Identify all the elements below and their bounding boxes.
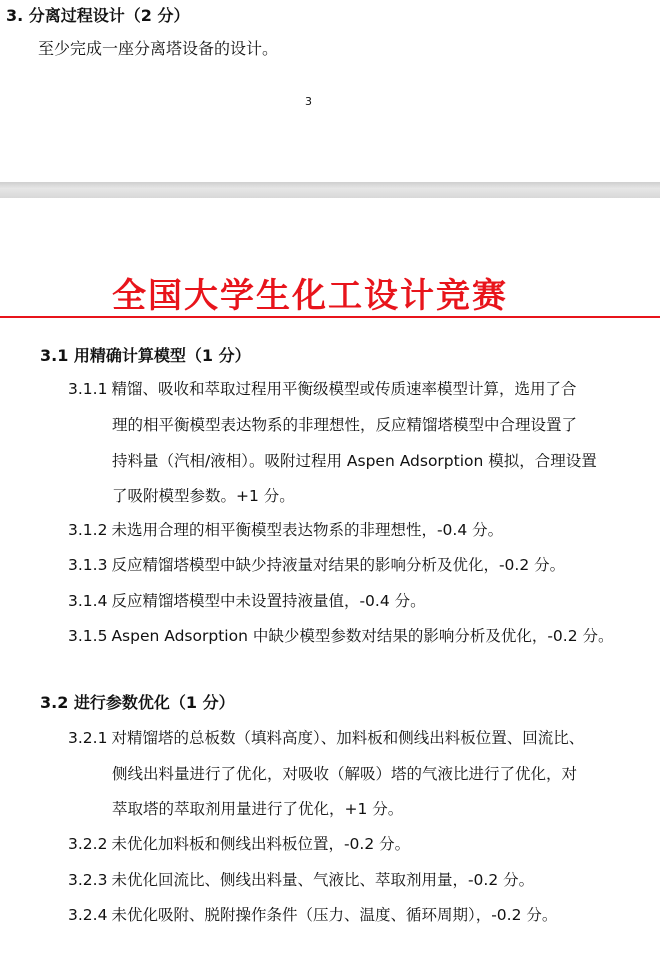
item-text: 未优化回流比、侧线出料量、气液比、萃取剂用量，-0.2 分。: [111, 871, 535, 889]
item-text: 未选用合理的相平衡模型表达物系的非理想性，-0.4 分。: [111, 521, 504, 539]
item-number: 3.2.1: [68, 729, 108, 747]
page-number: 3: [305, 95, 312, 108]
list-item: [68, 903, 654, 925]
competition-banner-title: 全国大学生化工设计竞赛: [112, 276, 508, 316]
item-number: 3.1.4: [68, 592, 108, 610]
item-text: Aspen Adsorption 中缺少模型参数对结果的影响分析及优化，-0.2 分。: [111, 627, 614, 645]
item-continuation: 萃取塔的萃取剂用量进行了优化，+1 分。: [112, 800, 404, 818]
item-number: 3.2.3: [68, 871, 108, 889]
section-3-body: 至少完成一座分离塔设备的设计。: [38, 39, 279, 58]
list-item: [68, 868, 654, 890]
list-item: [68, 553, 654, 575]
item-number: 3.1.3: [68, 556, 108, 574]
item-text: 反应精馏塔模型中缺少持液量对结果的影响分析及优化，-0.2 分。: [111, 556, 566, 574]
item-number: 3.2.4: [68, 906, 108, 924]
item-number: 3.1.5: [68, 627, 108, 645]
banner-rule: [0, 316, 660, 318]
item-continuation: 理的相平衡模型表达物系的非理想性，反应精馏塔模型中合理设置了: [112, 416, 578, 434]
section-3-heading: 3. 分离过程设计（2 分）: [6, 6, 190, 25]
previous-page: [0, 0, 660, 182]
section-3-1-heading: 3.1 用精确计算模型（1 分）: [40, 346, 251, 365]
item-number: 3.1.1: [68, 380, 108, 398]
list-item: [68, 624, 654, 646]
list-item: [68, 832, 654, 854]
list-item: [68, 589, 654, 611]
item-text: 精馏、吸收和萃取过程用平衡级模型或传质速率模型计算，选用了合: [111, 380, 577, 398]
page-separator: [0, 182, 660, 198]
item-continuation: 了吸附模型参数。+1 分。: [112, 487, 295, 505]
item-number: 3.2.2: [68, 835, 108, 853]
section-3-2-heading: 3.2 进行参数优化（1 分）: [40, 693, 235, 712]
list-item: [68, 726, 654, 748]
item-continuation: 持料量（汽相/液相）。吸附过程用 Aspen Adsorption 模拟，合理设置: [112, 452, 597, 470]
list-item: [68, 518, 654, 540]
item-text: 反应精馏塔模型中未设置持液量值，-0.4 分。: [111, 592, 426, 610]
item-continuation: 侧线出料量进行了优化，对吸收（解吸）塔的气液比进行了优化，对: [112, 765, 578, 783]
item-text: 对精馏塔的总板数（填料高度）、加料板和侧线出料板位置、回流比、: [111, 729, 585, 747]
item-text: 未优化加料板和侧线出料板位置，-0.2 分。: [111, 835, 411, 853]
list-item: [68, 377, 654, 399]
item-text: 未优化吸附、脱附操作条件（压力、温度、循环周期），-0.2 分。: [111, 906, 558, 924]
item-number: 3.1.2: [68, 521, 108, 539]
